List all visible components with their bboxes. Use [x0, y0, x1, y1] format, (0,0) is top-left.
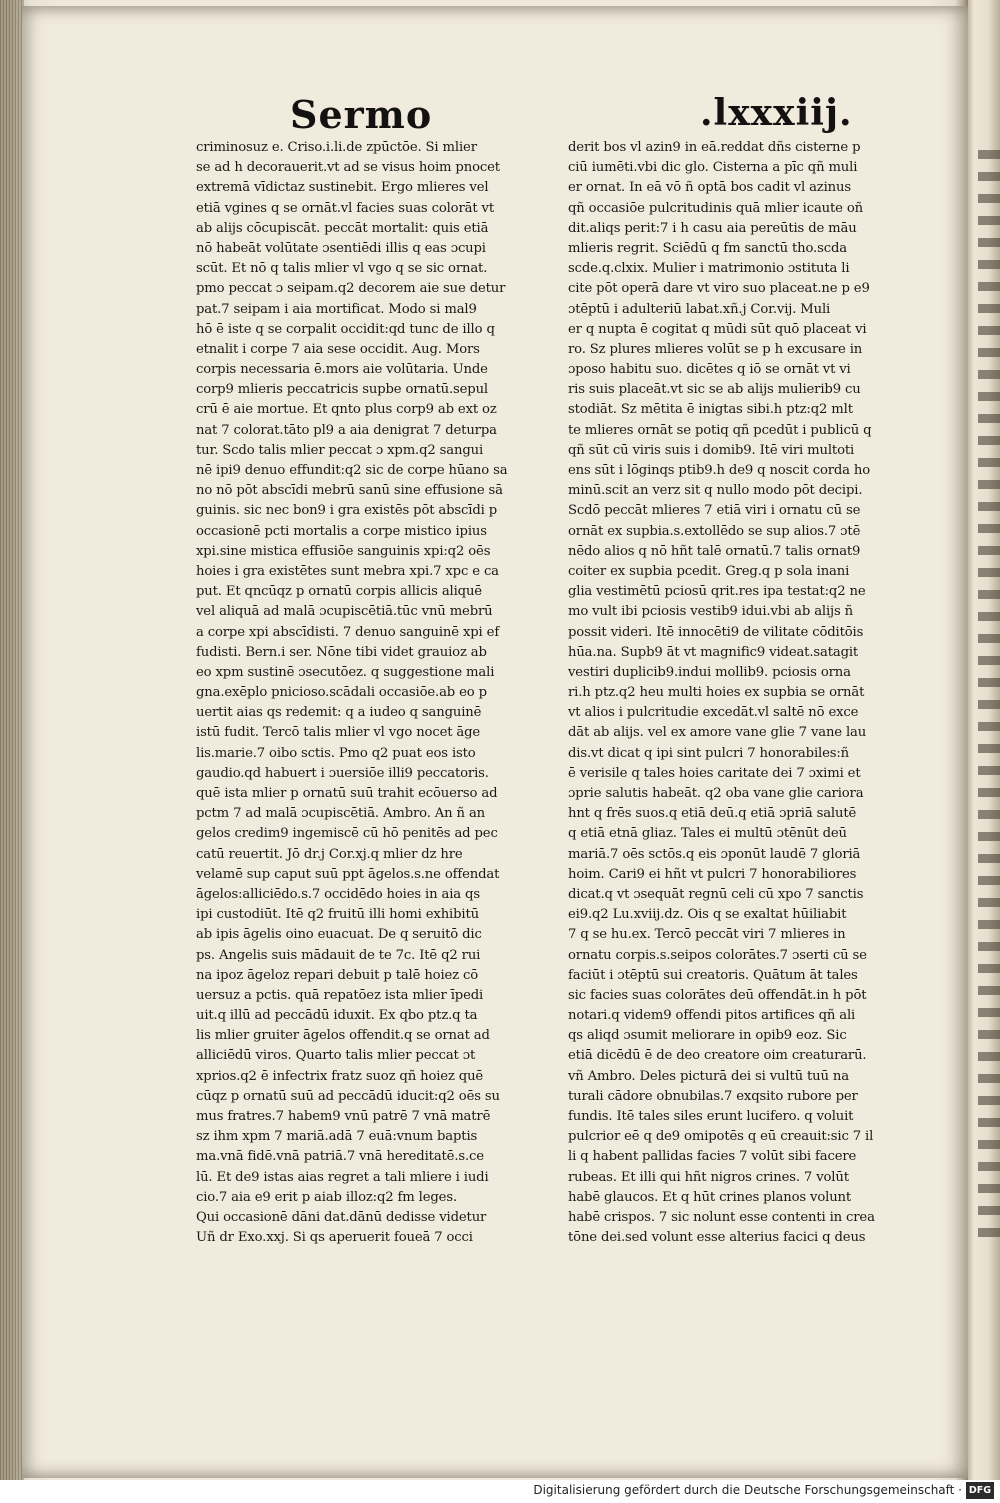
- text-line: ɔprie salutis habeāt. q2 oba vane glie cariora: [568, 786, 864, 801]
- text-line: a corpe xpi abscīdisti. 7 denuo sanguinē xpi ef: [196, 624, 500, 640]
- text-line: li q habent pallidas facies 7 volūt sibi facere: [568, 1149, 857, 1165]
- text-line: sic facies suas colorātes deū offendāt.in h pōt: [568, 987, 867, 1003]
- text-column-left: [196, 138, 536, 1248]
- text-line: tōne dei.sed volunt esse alterius facici q deus: [568, 1230, 866, 1246]
- text-line: ris suis placeāt.vt sic se ab alijs mulierib9 cu: [568, 382, 861, 398]
- text-line: tur. Scdo talis mlier peccat ɔ xpm.q2 sangui: [196, 442, 484, 458]
- text-line: alliciēdū viros. Quarto talis mlier peccat ɔt: [196, 1048, 476, 1064]
- folio-number: .lxxxiij.: [700, 92, 853, 134]
- text-line: ri.h ptz.q2 heu multi hoies ex supbia se ornāt: [568, 685, 865, 701]
- text-line: catū reuertit. Jō dr.j Cor.xj.q mlier dz hre: [196, 846, 463, 862]
- digitization-footer: [0, 1480, 1000, 1503]
- text-line: ornāt ex supbia.s.extollēdo se sup alios.7 ɔtē: [568, 523, 861, 539]
- facing-page-text-bleed: [978, 150, 1000, 1250]
- text-line: pctm 7 ad malā ɔcupiscētiā. Ambro. An ñ an: [196, 806, 486, 822]
- text-line: nē ipi9 denuo effundit:q2 sic de corpe hūano sa: [196, 463, 508, 478]
- text-line: ab alijs cōcupiscāt. peccāt mortalit: quis etiā: [196, 220, 489, 236]
- text-line: fudisti. Bern.i ser. Nōne tibi videt grauioz ab: [196, 644, 487, 660]
- text-line: lis.marie.7 oibo sctis. Pmo q2 puat eos isto: [196, 745, 476, 761]
- text-line: lis mlier gruiter āgelos offendit.q se ornat ad: [196, 1028, 490, 1044]
- text-line: coiter ex supbia pcedit. Greg.q p sola inani: [568, 563, 850, 579]
- text-line: habē crispos. 7 sic nolunt esse contenti in crea: [568, 1209, 875, 1225]
- text-line: xprios.q2 ē infectrix fratz suoz qñ hoiez quē: [196, 1068, 484, 1084]
- text-line: istū fudit. Tercō talis mlier vl vgo nocet āge: [196, 725, 481, 741]
- text-line: dicat.q vt ɔsequāt regnū celi cū xpo 7 sanctis: [568, 886, 864, 902]
- text-line: vñ Ambro. Deles picturā dei si vultū tuū na: [568, 1068, 849, 1084]
- text-line: te mlieres ornāt se potiq qñ pcedūt i publicū q: [568, 422, 872, 438]
- text-line: gna.exēplo pnicioso.scādali occasiōe.ab eo p: [196, 685, 487, 701]
- text-line: crū ē aie mortue. Et qnto plus corp9 ab ext oz: [196, 402, 497, 418]
- text-line: ro. Sz plures mlieres volūt se p h excusare in: [568, 341, 863, 357]
- text-line: uertit aias qs redemit: q a iudeo q sanguinē: [196, 705, 482, 721]
- text-line: 7 q se hu.ex. Tercō peccāt viri 7 mlieres in: [568, 927, 846, 943]
- text-line: Qui occasionē dāni dat.dānū dedisse videtur: [196, 1209, 487, 1225]
- text-line: uit.q illū ad peccādū iduxit. Ex qbo ptz.q ta: [196, 1008, 478, 1024]
- text-line: hoies i gra existētes sunt mebra xpi.7 xpc e ca: [196, 563, 499, 579]
- text-line: āgelos:alliciēdo.s.7 occidēdo hoies in aia qs: [196, 886, 480, 902]
- text-line: hō ē iste q se corpalit occidit:qd tunc de illo q: [196, 321, 495, 337]
- text-line: ornatu corpis.s.seipos colorātes.7 ɔserti cū se: [568, 947, 867, 963]
- text-line: mariā.7 oēs sctōs.q eis ɔponūt laudē 7 gloriā: [568, 846, 861, 862]
- text-line: pulcrior eē q de9 omipotēs q eū creauit:sic 7 il: [568, 1129, 874, 1145]
- text-line: criminosuz e. Criso.i.li.de zpūctōe. Si mlier: [196, 140, 477, 155]
- text-line: mo vult ibi pciosis vestib9 idui.vbi ab alijs ñ: [568, 604, 854, 620]
- text-line: cio.7 aia e9 erit p aiab illoz:q2 fm leges.: [196, 1189, 457, 1205]
- text-line: corpis necessaria ē.mors aie volūtaria. Unde: [196, 362, 488, 378]
- text-line: pmo peccat ɔ seipam.q2 decorem aie sue detur: [196, 281, 506, 297]
- text-line: mlieris regrit. Sciēdū q fm sanctū tho.scda: [568, 240, 847, 256]
- text-line: ɔposo habitu suo. dicētes q iō se ornāt vt vi: [568, 362, 851, 378]
- text-line: etiā dicēdū ē de deo creatore oim creaturarū.: [568, 1048, 867, 1064]
- text-line: habē glaucos. Et q hūt crines planos volunt: [568, 1189, 852, 1205]
- text-line: no nō pōt abscīdi mebrū sanū sine effusione sā: [196, 483, 503, 499]
- text-line: er ornat. In eā vō ñ optā bos cadit vl azinus: [568, 180, 851, 196]
- text-line: ps. Angelis suis mādauit de te 7c. Itē q2 rui: [196, 947, 481, 963]
- text-line: nēdo alios q nō hñt talē ornatū.7 talis ornat9: [568, 543, 861, 559]
- text-line: quē ista mlier p ornatū suū trahit ecōuerso ad: [196, 786, 498, 801]
- text-line: ab ipis āgelis oino euacuat. De q seruitō dic: [196, 927, 482, 943]
- text-line: hoim. Cari9 ei hñt vt pulcri 7 honorabiliores: [568, 866, 857, 882]
- text-line: pat.7 seipam i aia mortificat. Modo si mal9: [196, 301, 477, 317]
- running-head-left: Sermo: [290, 92, 433, 137]
- text-line: rubeas. Et illi qui hñt nigros crines. 7 volūt: [568, 1169, 849, 1185]
- text-line: possit videri. Itē innocēti9 de vilitate cōditōis: [568, 624, 864, 640]
- text-line: er q nupta ē cogitat q mūdi sūt quō placeat vi: [568, 321, 867, 337]
- page-stack-edge: [0, 0, 24, 1480]
- text-line: qñ occasiōe pulcritudinis quā mlier icaute oñ: [568, 200, 863, 216]
- text-line: etiā vgines q se ornāt.vl facies suas colorāt vt: [196, 200, 494, 216]
- text-line: etnalit i corpe 7 aia sese occidit. Aug. Mors: [196, 341, 480, 357]
- text-line: nat 7 colorat.tāto pl9 a aia denigrat 7 deturpa: [196, 422, 497, 438]
- text-line: hūa.na. Supb9 āt vt magnific9 videat.satagit: [568, 644, 859, 660]
- text-line: na ipoz āgeloz repari debuit p talē hoiez cō: [196, 967, 479, 983]
- text-line: cūqz p ornatū suū ad peccādū iducit:q2 oēs su: [196, 1088, 500, 1104]
- text-line: ē verisile q tales hoies caritate dei 7 ɔximi et: [568, 765, 861, 781]
- text-line: se ad h decorauerit.vt ad se visus hoim pnocet: [196, 160, 500, 176]
- text-line: dit.aliqs perit:7 i h casu aia pereūtis de māu: [568, 220, 857, 236]
- text-line: corp9 mlieris peccatricis supbe ornatū.sepul: [196, 382, 488, 398]
- footer-credit: Digitalisierung gefördert durch die Deutsche Forschungsgemeinschaft ·: [533, 1483, 962, 1497]
- text-line: scūt. Et nō q talis mlier vl vgo q se sic ornat.: [196, 261, 488, 277]
- text-line: lū. Et de9 istas aias regret a tali mliere i iudi: [196, 1169, 489, 1185]
- text-line: occasionē pcti mortalis a corpe mistico ipius: [196, 523, 487, 539]
- text-line: q etiā etnā gliaz. Tales ei multū ɔtēnūt deū: [568, 826, 847, 842]
- text-line: ɔtēptū i adulteriū labat.xñ.j Cor.vij. Muli: [568, 301, 831, 317]
- text-line: stodiāt. Sz mētita ē inigtas sibi.h ptz:q2 mlt: [568, 402, 853, 418]
- text-line: derit bos vl azin9 in eā.reddat dñs cisterne p: [568, 140, 861, 155]
- text-line: ens sūt i lōginqs ptib9.h de9 q noscit corda ho: [568, 463, 871, 478]
- text-line: ipi custodiūt. Itē q2 fruitū illi homi exhibitū: [196, 907, 479, 923]
- text-line: gaudio.qd habuert i ɔuersiōe illi9 peccatoris.: [196, 765, 489, 781]
- text-line: gelos credim9 ingemiscē cū hō penitēs ad pec: [196, 826, 498, 842]
- text-line: sz ihm xpm 7 mariā.adā 7 euā:vnum baptis: [196, 1129, 478, 1145]
- text-line: extremā vīdictaz sustinebit. Ergo mlieres vel: [196, 180, 489, 196]
- text-line: vestiri duplicib9.indui mollib9. pciosis orna: [568, 664, 851, 680]
- text-line: minū.scit an verz sit q nullo modo pōt decipi.: [568, 483, 863, 499]
- text-line: velamē sup caput suū ppt āgelos.s.ne offendat: [196, 866, 500, 882]
- text-line: hnt q frēs suos.q etiā deū.q etiā ɔpriā salutē: [568, 806, 857, 822]
- text-line: Scdō peccāt mlieres 7 etiā viri i ornatu cū se: [568, 503, 861, 519]
- text-line: Uñ dr Exo.xxj. Si qs aperuerit foueā 7 occi: [196, 1230, 473, 1246]
- text-line: glia vestimētū pciosū qrit.res ipa testat:q2 ne: [568, 584, 866, 600]
- facing-page-edge: [968, 0, 1000, 1480]
- text-line: mus fratres.7 habem9 vnū patrē 7 vnā matrē: [196, 1109, 491, 1124]
- text-line: dāt ab alijs. vel ex amore vane glie 7 vane lau: [568, 725, 867, 741]
- text-line: scde.q.clxix. Mulier i matrimonio ɔstituta li: [568, 261, 850, 277]
- text-line: xpi.sine mistica effusiōe sanguinis xpi:q2 oēs: [196, 543, 491, 559]
- text-line: faciūt i ɔtēptū sui creatoris. Quātum āt tales: [568, 967, 858, 983]
- dfg-logo: DFG: [966, 1482, 994, 1499]
- text-line: qs aliqd ɔsumit meliorare in opib9 eoz. Sic: [568, 1028, 847, 1044]
- text-line: guinis. sic nec bon9 i gra existēs pōt abscīdi p: [196, 503, 498, 519]
- text-line: eo xpm sustinē ɔsecutōez. q suggestione mali: [196, 664, 495, 680]
- text-line: dis.vt dicat q ipi sint pulcri 7 honorabiles:ñ: [568, 745, 849, 761]
- text-line: nō habeāt volūtate ɔsentiēdi illis q eas ɔcupi: [196, 240, 486, 256]
- text-line: qñ sūt cū viris suis i domib9. Itē viri multoti: [568, 442, 855, 458]
- text-column-right: [568, 138, 913, 1248]
- text-line: cite pōt operā dare vt viro suo placeat.ne p e9: [568, 281, 870, 297]
- text-line: notari.q videm9 offendi pitos artifices qñ ali: [568, 1008, 856, 1024]
- text-line: fundis. Itē tales siles erunt lucifero. q voluit: [568, 1109, 854, 1124]
- text-line: ma.vnā fidē.vnā patriā.7 vnā hereditatē.s.ce: [196, 1149, 484, 1165]
- text-line: vel aliquā ad malā ɔcupiscētiā.tūc vnū mebrū: [196, 604, 493, 620]
- text-line: ciū iumēti.vbi dic glo. Cisterna a pīc qñ muli: [568, 160, 858, 176]
- text-line: put. Et qncūqz p ornatū corpis allicis aliquē: [196, 584, 482, 600]
- text-line: turali cādore obnubilas.7 exqsito rubore per: [568, 1088, 858, 1104]
- text-line: vt alios i pulcritudie excedāt.vl saltē nō exce: [568, 705, 859, 721]
- text-line: uersuz a pctis. quā repatōez ista mlier īpedi: [196, 987, 484, 1003]
- text-line: ei9.q2 Lu.xviij.dz. Ois q se exaltat hūiliabit: [568, 907, 847, 923]
